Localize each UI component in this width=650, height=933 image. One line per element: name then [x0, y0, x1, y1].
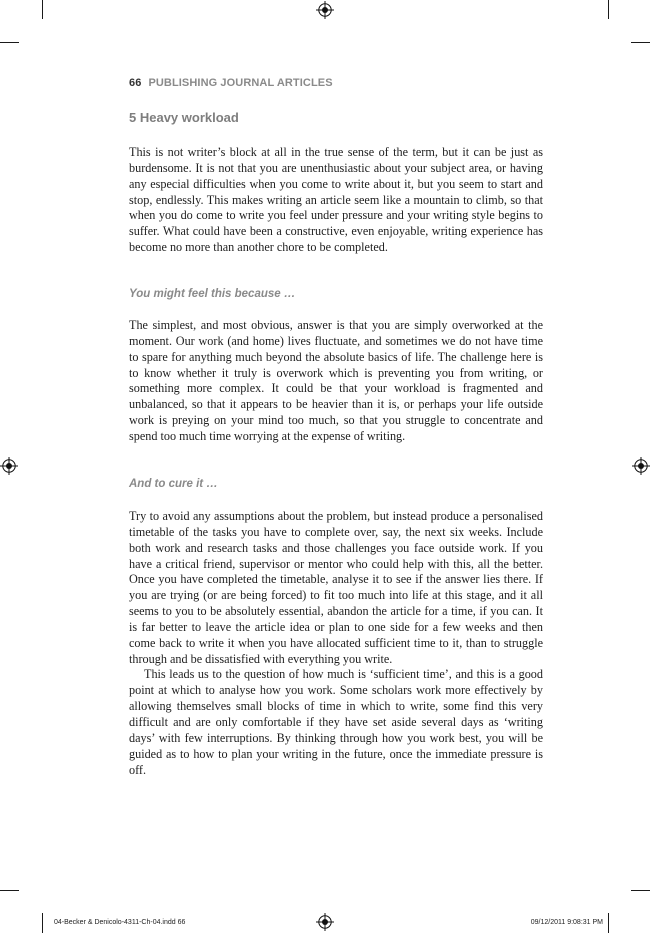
registration-mark-icon [316, 913, 334, 931]
running-head [129, 77, 333, 89]
crop-mark-top-right [608, 0, 609, 19]
page-number: 66 [129, 77, 142, 89]
registration-mark-icon [632, 457, 650, 475]
cure-paragraph: Try to avoid any assumptions about the problem, but instead produce a personalised timetable of the tasks you have to complete over, say, the next six weeks. Include both work and research tasks and those challenges you face outside work. If you have a critical friend, supervisor or mentor who could help with this, all the better. Once you have completed the timetable, analyse it to see if the answer lies there. If you are trying (or are being forced) to fit too much into life at this stage, and it all seems to you to be absolutely essential, abandon the article for a time, if you can. It is far better to leave the article idea or plan to one side for a few weeks and then come back to write it when you have allocated sufficient time to it, than to struggle through and be dissatisfied with everything you write. [129, 509, 543, 666]
running-head-title: PUBLISHING JOURNAL ARTICLES [148, 77, 333, 89]
crop-mark-right-bottom [631, 890, 650, 891]
intro-paragraph: This is not writer’s block at all in the true sense of the term, but it can be just as burdensome. It is not that you are unenthusiastic about your subject area, or having any especial difficulties when you come to write about it, but you seem to start and stop, endlessly. This makes writing an article seem like a mountain to climb, so that when you do come to write you feel under pressure and your writing style begins to suffer. What could have been a constructive, even enjoyable, writing experience has become no more than another chore to be completed. [129, 145, 543, 255]
cure-heading: And to cure it … [129, 478, 218, 490]
cause-paragraph: The simplest, and most obvious, answer is that you are simply overworked at the moment. Our work (and home) lives fluctuate, and sometimes we do not have time to spare for anything much beyond the absolute basics of life. The challenge here is to know whether it truly is overwork which is preventing you from writing, or something more complex. It could be that your workload is fragmented and unbalanced, so that it appears to be heavier than it is, or perhaps your life outside work is preying on your mind too much, so that you struggle to concentrate and spend too much time worrying at the expense of writing. [129, 318, 543, 443]
crop-mark-bottom-right [608, 913, 609, 933]
cause-heading: You might feel this because … [129, 288, 296, 300]
cure-paragraph: This leads us to the question of how much is ‘sufficient time’, and this is a good point at which to analyse how you work. Some scholars work more effectively by allowing themselves small blocks of time in which to write, some find this very difficult and are only comfortable if they have set aside several days as ‘writing days’ with few interruptions. By thinking through how you work best, you will be guided as to how to plan your writing in the future, once the immediate pressure is off. [129, 667, 543, 777]
registration-mark-icon [0, 457, 18, 475]
cure-block [129, 509, 543, 778]
slug-timestamp: 09/12/2011 9:08:31 PM [530, 919, 603, 926]
registration-mark-icon [316, 1, 334, 19]
slug-file: 04-Becker & Denicolo-4311-Ch-04.indd 66 [54, 919, 186, 926]
crop-mark-bottom-left [42, 913, 43, 933]
intro-block [129, 145, 543, 256]
crop-mark-right-top [631, 42, 650, 43]
crop-mark-left-top [0, 42, 19, 43]
crop-mark-left-bottom [0, 890, 19, 891]
section-title: 5 Heavy workload [129, 110, 239, 125]
crop-mark-top-left [42, 0, 43, 19]
cause-block [129, 318, 543, 445]
